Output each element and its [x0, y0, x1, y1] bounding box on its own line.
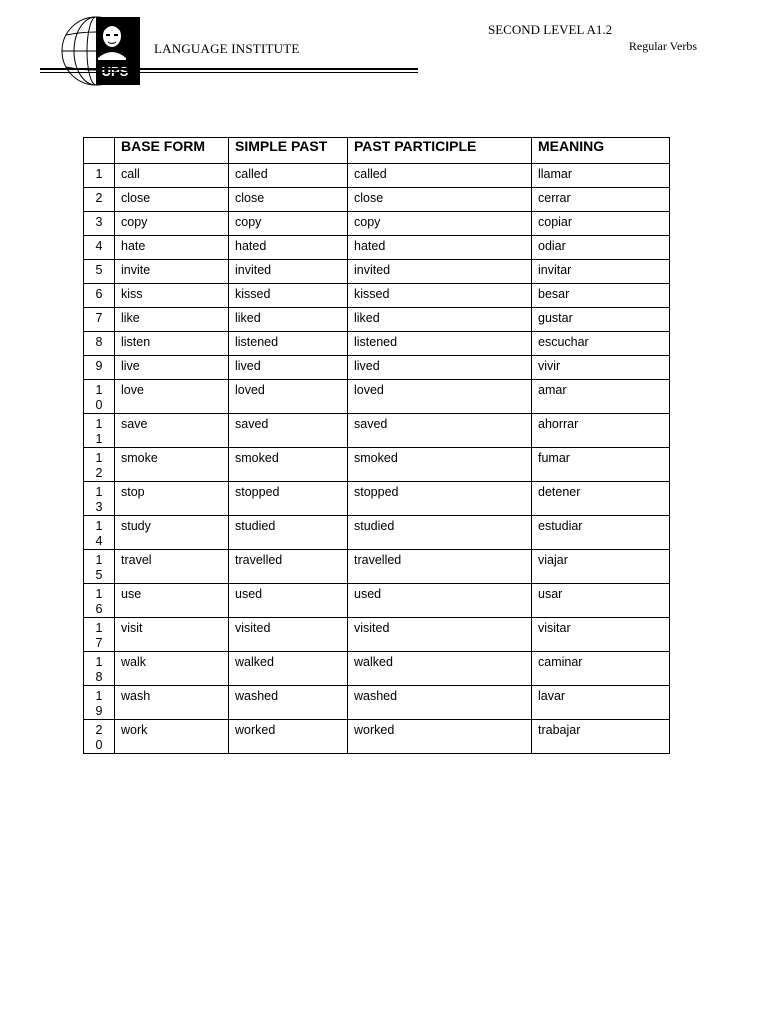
base-form-cell: walk	[115, 652, 229, 686]
simple-past-cell: smoked	[229, 448, 348, 482]
table-row	[84, 414, 670, 448]
column-header-base-form: BASE FORM	[115, 138, 229, 164]
row-number: 1 3	[84, 482, 115, 516]
row-number: 1	[84, 164, 115, 188]
meaning-cell: llamar	[532, 164, 670, 188]
simple-past-cell: invited	[229, 260, 348, 284]
table-row	[84, 380, 670, 414]
meaning-cell: gustar	[532, 308, 670, 332]
row-number: 1 4	[84, 516, 115, 550]
table-row	[84, 164, 670, 188]
meaning-cell: amar	[532, 380, 670, 414]
row-number: 5	[84, 260, 115, 284]
past-participle-cell: loved	[348, 380, 532, 414]
simple-past-cell: called	[229, 164, 348, 188]
simple-past-cell: copy	[229, 212, 348, 236]
base-form-cell: study	[115, 516, 229, 550]
row-number: 3	[84, 212, 115, 236]
past-participle-cell: smoked	[348, 448, 532, 482]
row-number: 6	[84, 284, 115, 308]
past-participle-cell: called	[348, 164, 532, 188]
base-form-cell: call	[115, 164, 229, 188]
row-number: 1 7	[84, 618, 115, 652]
table-row	[84, 618, 670, 652]
table-row	[84, 212, 670, 236]
simple-past-cell: lived	[229, 356, 348, 380]
past-participle-cell: washed	[348, 686, 532, 720]
base-form-cell: kiss	[115, 284, 229, 308]
meaning-cell: caminar	[532, 652, 670, 686]
table-row	[84, 686, 670, 720]
simple-past-cell: studied	[229, 516, 348, 550]
meaning-cell: besar	[532, 284, 670, 308]
meaning-cell: odiar	[532, 236, 670, 260]
past-participle-cell: walked	[348, 652, 532, 686]
past-participle-cell: stopped	[348, 482, 532, 516]
row-number: 1 1	[84, 414, 115, 448]
simple-past-cell: kissed	[229, 284, 348, 308]
table-body	[84, 164, 670, 754]
row-number: 2	[84, 188, 115, 212]
past-participle-cell: saved	[348, 414, 532, 448]
past-participle-cell: worked	[348, 720, 532, 754]
table-row	[84, 584, 670, 618]
base-form-cell: stop	[115, 482, 229, 516]
table-row	[84, 720, 670, 754]
table-row	[84, 482, 670, 516]
meaning-cell: usar	[532, 584, 670, 618]
row-number: 1 2	[84, 448, 115, 482]
row-number: 4	[84, 236, 115, 260]
document-subtitle: Regular Verbs	[628, 39, 697, 53]
past-participle-cell: liked	[348, 308, 532, 332]
base-form-cell: love	[115, 380, 229, 414]
row-number: 1 0	[84, 380, 115, 414]
column-header-simple-past: SIMPLE PAST	[229, 138, 348, 164]
meaning-cell: trabajar	[532, 720, 670, 754]
table-header-row	[84, 138, 670, 164]
table-row	[84, 516, 670, 550]
base-form-cell: listen	[115, 332, 229, 356]
past-participle-cell: studied	[348, 516, 532, 550]
meaning-cell: fumar	[532, 448, 670, 482]
base-form-cell: copy	[115, 212, 229, 236]
table-row	[84, 188, 670, 212]
simple-past-cell: worked	[229, 720, 348, 754]
row-number: 1 8	[84, 652, 115, 686]
past-participle-cell: listened	[348, 332, 532, 356]
row-number: 1 6	[84, 584, 115, 618]
meaning-cell: ahorrar	[532, 414, 670, 448]
base-form-cell: hate	[115, 236, 229, 260]
simple-past-cell: hated	[229, 236, 348, 260]
base-form-cell: work	[115, 720, 229, 754]
meaning-cell: viajar	[532, 550, 670, 584]
base-form-cell: travel	[115, 550, 229, 584]
base-form-cell: wash	[115, 686, 229, 720]
past-participle-cell: travelled	[348, 550, 532, 584]
meaning-cell: invitar	[532, 260, 670, 284]
simple-past-cell: listened	[229, 332, 348, 356]
row-number: 2 0	[84, 720, 115, 754]
base-form-cell: invite	[115, 260, 229, 284]
past-participle-cell: lived	[348, 356, 532, 380]
past-participle-cell: hated	[348, 236, 532, 260]
table-row	[84, 308, 670, 332]
meaning-cell: detener	[532, 482, 670, 516]
column-header-past-participle: PAST PARTICIPLE	[348, 138, 532, 164]
header-rule-thick	[40, 68, 418, 70]
past-participle-cell: used	[348, 584, 532, 618]
base-form-cell: like	[115, 308, 229, 332]
simple-past-cell: stopped	[229, 482, 348, 516]
simple-past-cell: visited	[229, 618, 348, 652]
row-number: 7	[84, 308, 115, 332]
base-form-cell: close	[115, 188, 229, 212]
row-number: 1 9	[84, 686, 115, 720]
column-header-number	[84, 138, 115, 164]
base-form-cell: live	[115, 356, 229, 380]
meaning-cell: cerrar	[532, 188, 670, 212]
base-form-cell: save	[115, 414, 229, 448]
row-number: 9	[84, 356, 115, 380]
meaning-cell: copiar	[532, 212, 670, 236]
table-row	[84, 284, 670, 308]
regular-verbs-table	[83, 137, 670, 754]
simple-past-cell: washed	[229, 686, 348, 720]
past-participle-cell: invited	[348, 260, 532, 284]
simple-past-cell: walked	[229, 652, 348, 686]
past-participle-cell: kissed	[348, 284, 532, 308]
institute-name: LANGUAGE INSTITUTE	[154, 41, 300, 56]
table-row	[84, 356, 670, 380]
simple-past-cell: travelled	[229, 550, 348, 584]
institute-logo	[56, 14, 142, 88]
table-row	[84, 652, 670, 686]
meaning-cell: vivir	[532, 356, 670, 380]
table-row	[84, 550, 670, 584]
table-row	[84, 332, 670, 356]
row-number: 8	[84, 332, 115, 356]
table-row	[84, 448, 670, 482]
course-level: SECOND LEVEL A1.2	[488, 22, 613, 37]
past-participle-cell: copy	[348, 212, 532, 236]
meaning-cell: lavar	[532, 686, 670, 720]
base-form-cell: use	[115, 584, 229, 618]
meaning-cell: estudiar	[532, 516, 670, 550]
meaning-cell: escuchar	[532, 332, 670, 356]
row-number: 1 5	[84, 550, 115, 584]
header-rule-thin	[40, 72, 418, 73]
past-participle-cell: visited	[348, 618, 532, 652]
simple-past-cell: saved	[229, 414, 348, 448]
column-header-meaning: MEANING	[532, 138, 670, 164]
base-form-cell: smoke	[115, 448, 229, 482]
past-participle-cell: close	[348, 188, 532, 212]
simple-past-cell: liked	[229, 308, 348, 332]
table-row	[84, 236, 670, 260]
base-form-cell: visit	[115, 618, 229, 652]
simple-past-cell: loved	[229, 380, 348, 414]
simple-past-cell: used	[229, 584, 348, 618]
table-row	[84, 260, 670, 284]
meaning-cell: visitar	[532, 618, 670, 652]
simple-past-cell: close	[229, 188, 348, 212]
